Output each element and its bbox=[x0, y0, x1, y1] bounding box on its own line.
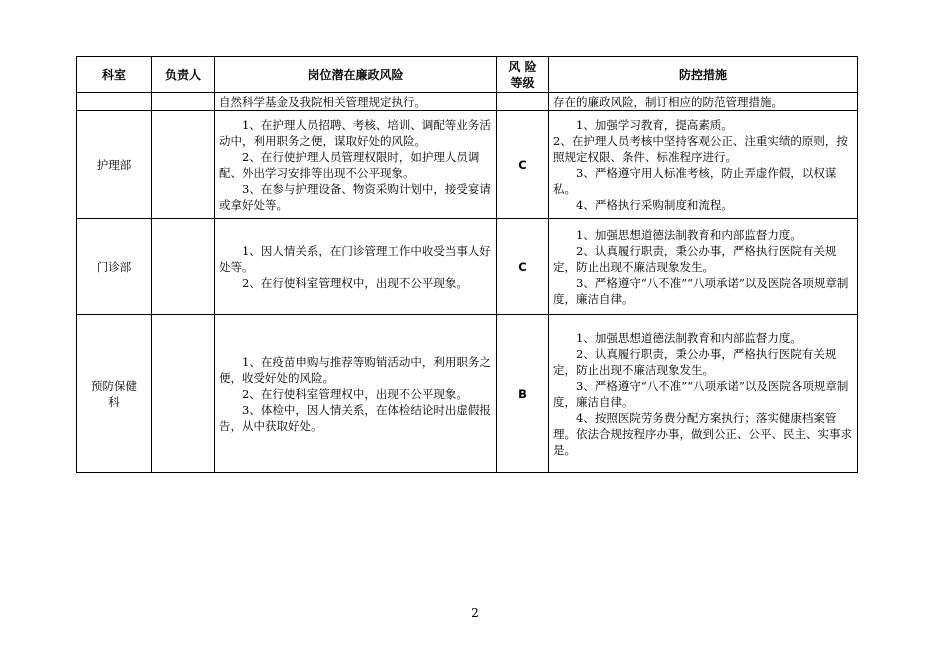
header-level bbox=[497, 57, 549, 93]
header-dept: 科室 bbox=[77, 57, 152, 93]
header-level-line1: 风 险 bbox=[508, 59, 537, 74]
measure-item: 3、严格遵守用人标准考核，防止弄虚作假，以权谋私。 bbox=[553, 165, 837, 196]
cell-grade: C bbox=[497, 111, 549, 219]
dept-line: 科 bbox=[108, 394, 120, 409]
risk-item: 2、在行使科室管理权中，出现不公平现象。 bbox=[242, 275, 468, 290]
risk-item: 1、因人情关系，在门诊管理工作中收受当事人好处等。 bbox=[219, 243, 491, 274]
cell-risk bbox=[215, 111, 497, 219]
cell-grade: B bbox=[497, 315, 549, 473]
risk-item: 2、在行使护理人员管理权限时，如护理人员调配、外出学习安排等出现不公平现象。 bbox=[219, 149, 480, 180]
risk-item: 3、体检中，因人情关系，在体检结论时出虚假报告，从中获取好处。 bbox=[219, 402, 491, 433]
table-row-prevention bbox=[77, 315, 858, 473]
risk-item: 2、在行使科室管理权中，出现不公平现象。 bbox=[242, 386, 468, 401]
cell-grade: C bbox=[497, 219, 549, 315]
risk-control-table bbox=[76, 56, 858, 473]
header-level-line2: 等级 bbox=[510, 75, 535, 90]
risk-item: 1、在护理人员招聘、考核、培训、调配等业务活动中，利用职务之便，谋取好处的风险。 bbox=[219, 117, 491, 148]
table-row-nursing bbox=[77, 111, 858, 219]
cell-person bbox=[152, 111, 215, 219]
cell-person bbox=[152, 315, 215, 473]
cell-dept: 门诊部 bbox=[77, 219, 152, 315]
measure-item: 2、在护理人员考核中坚持客观公正、注重实绩的原则，按照规定权限、条件、标准程序进行。 bbox=[553, 133, 848, 164]
cell-measures bbox=[549, 219, 858, 315]
measure-item: 2、认真履行职责，秉公办事，严格执行医院有关规定，防止出现不廉洁现象发生。 bbox=[553, 346, 837, 377]
table-header-row bbox=[77, 57, 858, 93]
cell-person bbox=[152, 93, 215, 111]
cell-measures bbox=[549, 111, 858, 219]
cell-person bbox=[152, 219, 215, 315]
measure-item: 3、严格遵守“八不准”“八项承诺”以及医院各项规章制度，廉洁自律。 bbox=[553, 275, 849, 306]
measure-item: 4、严格执行采购制度和流程。 bbox=[576, 197, 733, 212]
measure-item: 2、认真履行职责，秉公办事，严格执行医院有关规定，防止出现不廉洁现象发生。 bbox=[553, 243, 837, 274]
cell-risk-continued: 自然科学基金及我院相关管理规定执行。 bbox=[215, 93, 497, 111]
header-risk: 岗位潜在廉政风险 bbox=[215, 57, 497, 93]
cell-measures-continued: 存在的廉政风险，制订相应的防范管理措施。 bbox=[549, 93, 858, 111]
cell-measures bbox=[549, 315, 858, 473]
cell-risk bbox=[215, 219, 497, 315]
risk-item: 1、在疫苗申购与推荐等购销活动中，利用职务之便，收受好处的风险。 bbox=[219, 354, 491, 385]
cell-dept bbox=[77, 93, 152, 111]
measure-item: 1、加强思想道德法制教育和内部监督力度。 bbox=[576, 330, 802, 345]
table-row-continued bbox=[77, 93, 858, 111]
header-measures: 防控措施 bbox=[549, 57, 858, 93]
cell-dept bbox=[77, 315, 152, 473]
dept-line: 预防保健 bbox=[91, 378, 137, 393]
measure-item: 4、按照医院劳务费分配方案执行；落实健康档案管理。依法合规按程序办事，做到公正、公平、民主、实事求是。 bbox=[553, 410, 852, 457]
header-person: 负责人 bbox=[152, 57, 215, 93]
measure-item: 1、加强思想道德法制教育和内部监督力度。 bbox=[576, 227, 802, 242]
risk-item: 3、在参与护理设备、物资采购计划中，接受宴请或拿好处等。 bbox=[219, 181, 491, 212]
cell-grade bbox=[497, 93, 549, 111]
cell-dept: 护理部 bbox=[77, 111, 152, 219]
page-number: 2 bbox=[471, 606, 479, 620]
measure-item: 3、严格遵守“八不准”“八项承诺”以及医院各项规章制度，廉洁自律。 bbox=[553, 378, 849, 409]
table-row-outpatient bbox=[77, 219, 858, 315]
measure-item: 1、加强学习教育，提高素质。 bbox=[576, 117, 733, 132]
cell-risk bbox=[215, 315, 497, 473]
